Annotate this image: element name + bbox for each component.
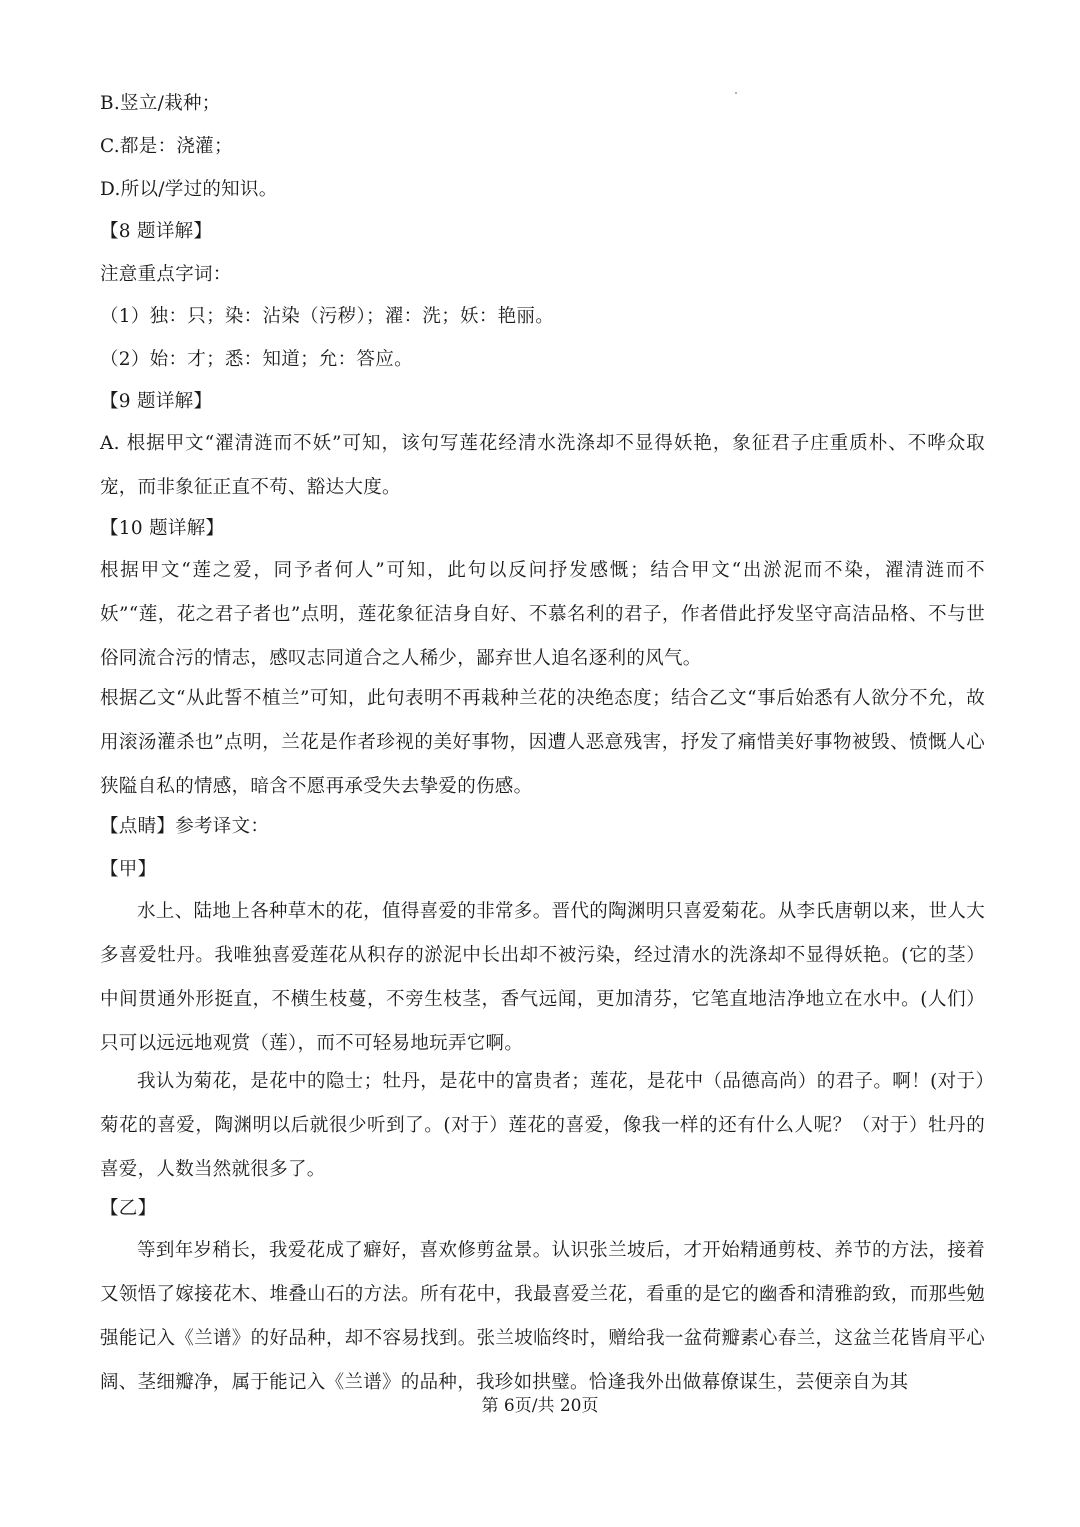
q8-note: 注意重点字词： <box>100 264 232 285</box>
q10-paragraph-2: 根据乙文“从此誓不植兰”可知，此句表明不再栽种兰花的决绝态度；结合乙文“事后始悉有人欲分不允，故用滚汤灌杀也”点明，兰花是作者珍视的美好事物，因遭人恶意残害，抒发了痛惜美好事物被毁、愤慨人心狭隘自私的情感，暗含不愿再承受失去挚爱的伤感。 <box>100 688 985 797</box>
yi-paragraph-1: 等到年岁稍长，我爱花成了癖好，喜欢修剪盆景。认识张兰坡后，才开始精通剪枝、养节的方法，接着又领悟了嫁接花木、堆叠山石的方法。所有花中，我最喜爱兰花，看重的是它的幽香和清雅韵致，而那些勉强能记入《兰谱》的好品种，却不容易找到。张兰坡临终时，赠给我一盆荷瓣素心春兰，这盆兰花皆肩平心阔、茎细瓣净，属于能记入《兰谱》的品种，我珍如拱璧。恰逢我外出做幕僚谋生，芸便亲自为其 <box>100 1240 985 1393</box>
jia-paragraph-1: 水上、陆地上各种草木的花，值得喜爱的非常多。晋代的陶渊明只喜爱菊花。从李氏唐朝以来，世人大多喜爱牡丹。我唯独喜爱莲花从积存的淤泥中长出却不被污染，经过清水的洗涤却不显得妖艳。(它的茎）中间贯通外形挺直，不横生枝蔓，不旁生枝茎，香气远闻，更加清芬，它笔直地洁净地立在水中。(人们）只可以远远地观赏（莲），而不可轻易地玩弄它啊。 <box>100 901 985 1054</box>
jia-paragraph-2: 我认为菊花，是花中的隐士；牡丹，是花中的富贵者；莲花，是花中（品德高尚）的君子。啊！(对于）菊花的喜爱，陶渊明以后就很少听到了。(对于）莲花的喜爱，像我一样的还有什么人呢？（对于）牡丹的喜爱，人数当然就很多了。 <box>100 1071 985 1180</box>
q8-heading: 【8 题详解】 <box>100 221 213 242</box>
page-number: 第 6页/共 20页 <box>481 1396 599 1416</box>
q8-item-1: （1）独：只；染：沾染（污秽）；濯：洗；妖：艳丽。 <box>100 306 555 327</box>
option-c: C.都是：浇灌； <box>100 136 233 157</box>
jia-heading: 【甲】 <box>100 859 157 880</box>
q8-item-2: （2）始：才；悉：知道；允：答应。 <box>100 349 413 370</box>
yi-heading: 【乙】 <box>100 1198 157 1219</box>
option-d: D.所以/学过的知识。 <box>100 179 278 200</box>
q10-paragraph-1: 根据甲文“莲之爱，同予者何人”可知，此句以反问抒发感慨；结合甲文“出淤泥而不染，濯清涟而不妖”“莲，花之君子者也”点明，莲花象征洁身自好、不慕名利的君子，作者借此抒发坚守高洁品格、不与世俗同流合污的情志，感叹志同道合之人稀少，鄙弃世人追名逐利的风气。 <box>100 560 985 669</box>
q9-heading: 【9 题详解】 <box>100 391 213 412</box>
q10-heading: 【10 题详解】 <box>100 518 225 539</box>
q9-body: A. 根据甲文“濯清涟而不妖”可知，该句写莲花经清水洗涤却不显得妖艳，象征君子庄重质朴、不哗众取宠，而非象征正直不苟、豁达大度。 <box>100 433 985 498</box>
dianjing-heading: 【点睛】参考译文： <box>100 816 270 837</box>
option-b: B.竖立/栽种； <box>100 93 221 114</box>
